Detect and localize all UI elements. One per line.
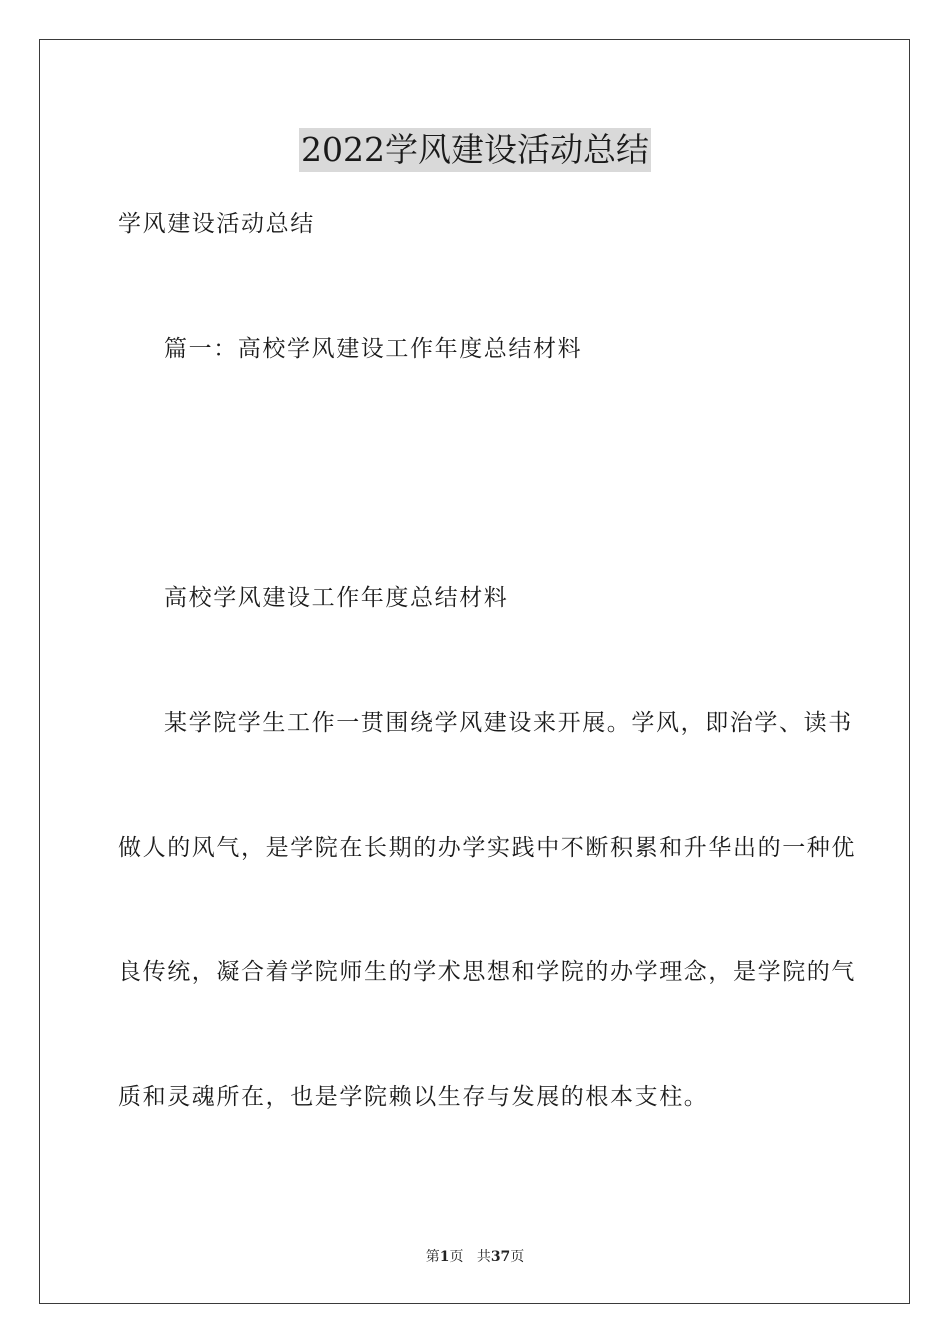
section-heading: 篇一：高校学风建设工作年度总结材料 xyxy=(164,336,583,362)
paragraph-line: 质和灵魂所在，也是学院赖以生存与发展的根本支柱。 xyxy=(118,1084,709,1110)
footer-total-pages: 37 xyxy=(490,1249,511,1265)
footer-page-prefix: 第 xyxy=(425,1249,440,1265)
footer-page-suffix: 页 xyxy=(449,1249,464,1265)
page-footer xyxy=(0,1247,950,1267)
paragraph-line: 良传统，凝合着学院师生的学术思想和学院的办学理念，是学院的气 xyxy=(118,959,856,985)
footer-total-prefix: 共 xyxy=(476,1249,491,1265)
sub-heading: 高校学风建设工作年度总结材料 xyxy=(164,585,509,611)
document-title xyxy=(0,128,950,172)
paragraph-line: 做人的风气，是学院在长期的办学实践中不断积累和升华出的一种优 xyxy=(118,835,856,861)
paragraph-line: 某学院学生工作一贯围绕学风建设来开展。学风，即治学、读书 xyxy=(164,710,853,736)
footer-total-suffix: 页 xyxy=(510,1249,525,1265)
document-title-text: 2022学风建设活动总结 xyxy=(299,128,651,172)
footer-page-number: 1 xyxy=(439,1249,450,1265)
document-subtitle: 学风建设活动总结 xyxy=(118,211,315,237)
